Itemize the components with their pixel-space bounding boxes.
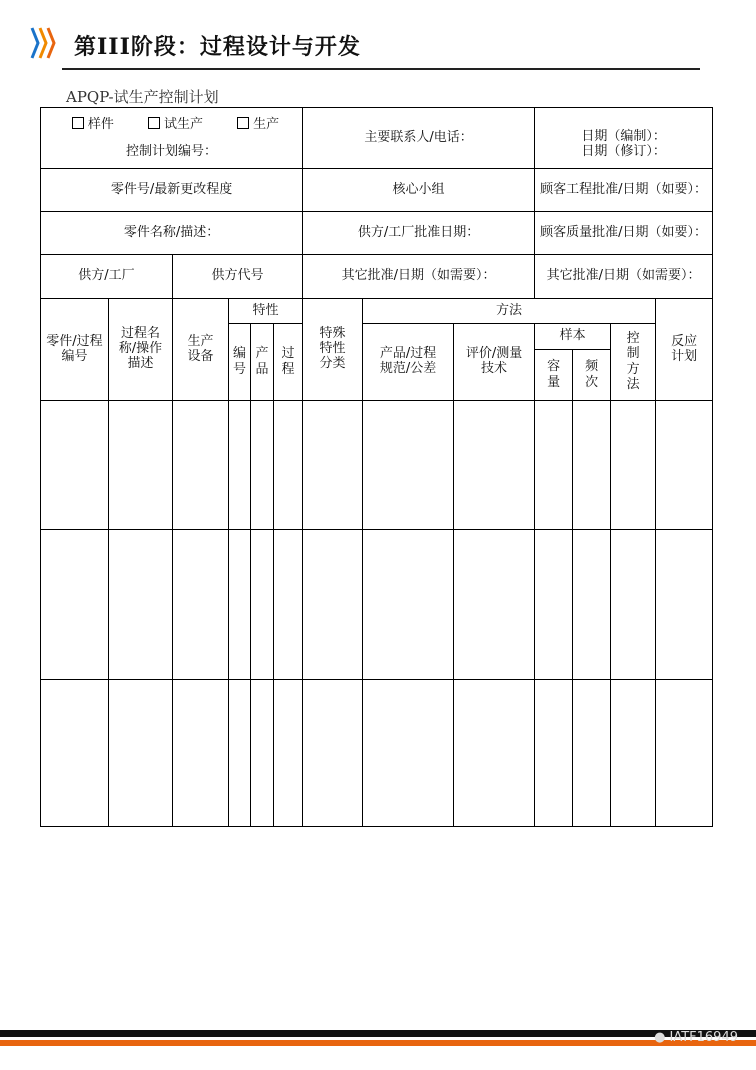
col-sample-size: 容量 xyxy=(535,350,573,401)
customer-engineering-approval-label: 顾客工程批准/日期（如要）： xyxy=(535,169,713,212)
main-contact-label: 主要联系人/电话： xyxy=(303,108,535,169)
checkbox-icon[interactable] xyxy=(148,117,160,129)
table-row xyxy=(41,530,713,680)
other-approval-label-2: 其它批准/日期（如需要）： xyxy=(535,255,713,299)
other-approval-label-1: 其它批准/日期（如需要）： xyxy=(303,255,535,299)
col-method: 方法 xyxy=(363,299,656,324)
col-reaction-plan: 反应计划 xyxy=(656,299,713,401)
part-name-label: 零件名称/描述： xyxy=(41,212,303,255)
col-part-process-number: 零件/过程编号 xyxy=(41,299,109,401)
form-title: APQP-试生产控制计划 xyxy=(66,88,219,106)
dates-cell xyxy=(535,108,713,169)
customer-quality-approval-label: 顾客质量批准/日期（如要）： xyxy=(535,212,713,255)
supplier-approval-label: 供方/工厂批准日期： xyxy=(303,212,535,255)
col-process-name: 过程名称/操作描述 xyxy=(109,299,173,401)
logo-chevrons-icon xyxy=(30,26,60,60)
document-type-cell xyxy=(41,108,303,169)
checkbox-icon[interactable] xyxy=(237,117,249,129)
option-prelaunch[interactable]: 试生产 xyxy=(148,117,203,132)
option-production[interactable]: 生产 xyxy=(237,117,279,132)
date-revise-label: 日期（修订）： xyxy=(581,144,666,159)
col-char-process: 过程 xyxy=(274,324,303,401)
table-row xyxy=(41,401,713,530)
col-spec-tolerance: 产品/过程规范/公差 xyxy=(363,324,454,401)
col-equipment: 生产设备 xyxy=(173,299,229,401)
col-special-class: 特殊特性分类 xyxy=(303,299,363,401)
col-sample: 样本 xyxy=(535,324,611,350)
page-title: 第III阶段：过程设计与开发 xyxy=(74,34,361,60)
title-divider xyxy=(62,68,700,70)
col-characteristics: 特性 xyxy=(229,299,303,324)
date-edit-label: 日期（编制）： xyxy=(581,129,666,145)
footer-bar-black xyxy=(0,1030,756,1037)
watermark-text: IATF16949 xyxy=(669,1030,738,1045)
core-team-label: 核心小组 xyxy=(303,169,535,212)
watermark xyxy=(654,1030,738,1045)
col-char-number: 编号 xyxy=(229,324,251,401)
col-sample-frequency: 频次 xyxy=(573,350,611,401)
table-row xyxy=(41,680,713,827)
control-plan-table xyxy=(40,107,713,827)
part-number-label: 零件号/最新更改程度 xyxy=(41,169,303,212)
col-evaluation-technique: 评价/测量技术 xyxy=(454,324,535,401)
col-control-method: 控制方法 xyxy=(611,324,656,401)
wechat-icon: ● xyxy=(654,1030,666,1045)
checkbox-icon[interactable] xyxy=(72,117,84,129)
supplier-plant-label: 供方/工厂 xyxy=(41,255,173,299)
col-char-product: 产品 xyxy=(251,324,274,401)
control-plan-number-label: 控制计划编号： xyxy=(126,143,218,159)
option-prototype[interactable]: 样件 xyxy=(72,117,114,132)
footer-bar-orange xyxy=(0,1040,756,1046)
supplier-code-label: 供方代号 xyxy=(173,255,303,299)
